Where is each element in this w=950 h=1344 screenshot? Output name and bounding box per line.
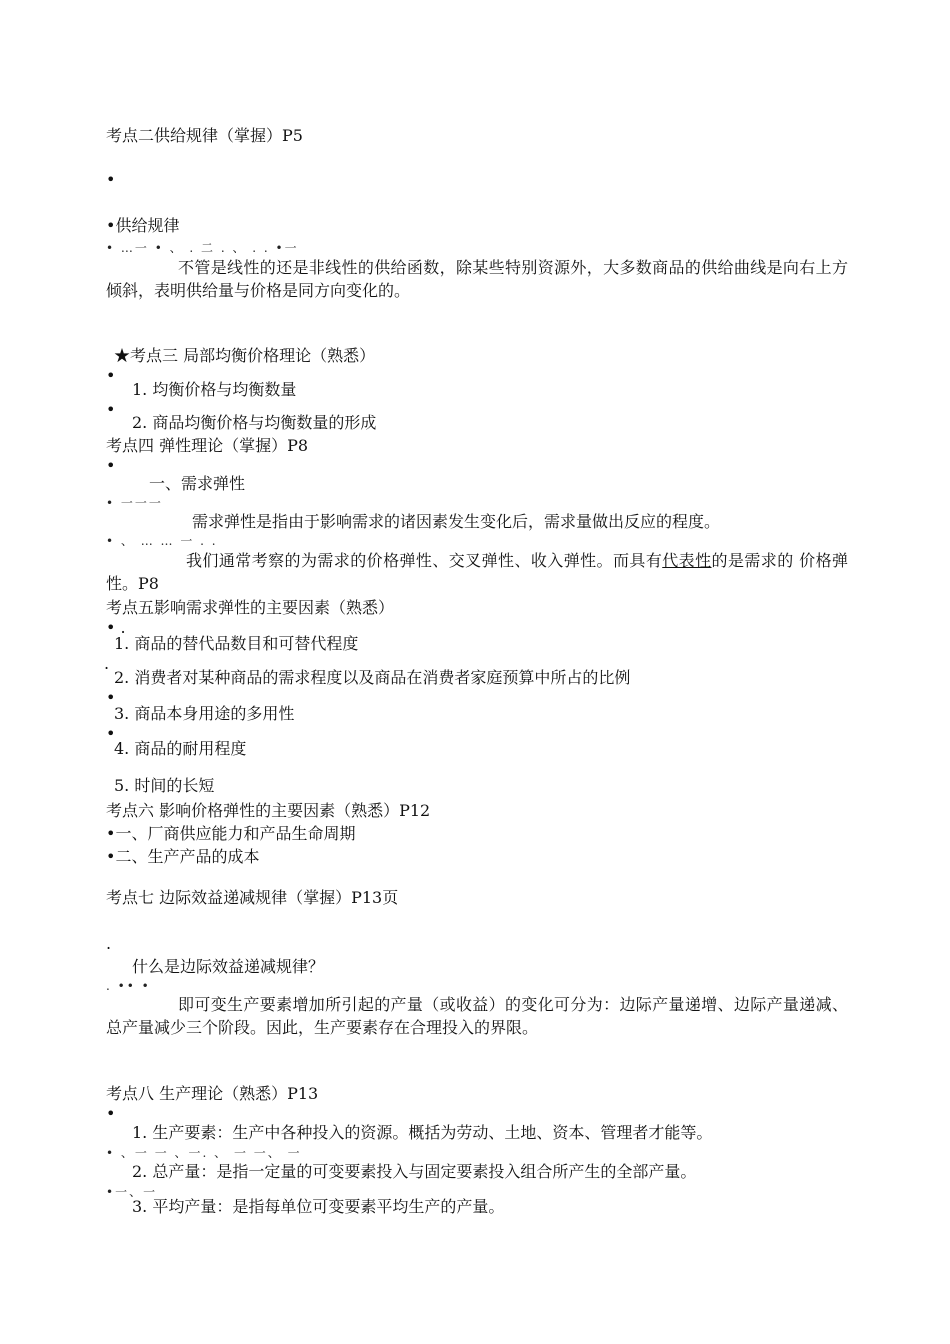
list-item: 3. 平均产量：是指每单位可变要素平均生产的产量。 [132, 1197, 505, 1216]
subheading-demand-elasticity: 一、需求弹性 [149, 474, 246, 493]
heading-kaodian-5: 考点五影响需求弹性的主要因素（熟悉） [106, 598, 395, 617]
bullet-mark: • [106, 1104, 116, 1123]
list-item: 1. 商品的替代品数目和可替代程度 [114, 634, 359, 653]
bullet-mark: . [106, 934, 112, 953]
list-item: 1. 均衡价格与均衡数量 [132, 380, 297, 399]
ocr-noise-line: • …一 • 、 . 二 . 、 . . •一 [106, 241, 299, 255]
bullet-mark: • [106, 170, 116, 189]
paragraph-marginal-returns: 即可变生产要素增加所引起的产量（或收益）的变化可分为：边际产量递增、边际产量递减、总产量减少三个阶段。因此，生产要素存在合理投入的界限。 [106, 995, 848, 1037]
bullet-mark: • [106, 724, 116, 743]
heading-kaodian-2: 考点二供给规律（掌握）P5 [106, 126, 303, 145]
list-item: 2. 总产量：是指一定量的可变要素投入与固定要素投入组合所产生的全部产量。 [132, 1162, 697, 1181]
heading-kaodian-6: 考点六 影响价格弹性的主要因素（熟悉）P12 [106, 801, 431, 820]
heading-kaodian-7: 考点七 边际效益递减规律（掌握）P13页 [106, 888, 399, 907]
bullet-mark: • [106, 456, 116, 475]
list-item: 1. 生产要素：生产中各种投入的资源。概括为劳动、土地、资本、管理者才能等。 [132, 1123, 713, 1142]
list-item: 5. 时间的长短 [114, 776, 215, 795]
ocr-noise-line: • 、 … … 一 . . [106, 534, 218, 548]
underlined-term: 代表性 [662, 551, 712, 570]
bullet-mark: • . [106, 618, 126, 637]
ocr-noise-line: • 、一 一 、一. 、 一 一、 一 [106, 1146, 302, 1160]
bullet-mark: . [104, 654, 110, 673]
list-item: 2. 消费者对某种商品的需求程度以及商品在消费者家庭预算中所占的比例 [114, 668, 631, 687]
bullet-mark: • [106, 688, 116, 707]
heading-kaodian-3: ★考点三 局部均衡价格理论（熟悉） [114, 346, 376, 365]
ocr-noise-line: • 一一一 [106, 496, 163, 510]
list-item: •二、生产产品的成本 [106, 847, 260, 866]
list-item: 2. 商品均衡价格与均衡数量的形成 [132, 413, 377, 432]
list-item: 3. 商品本身用途的多用性 [114, 704, 295, 723]
bullet-mark: • [106, 400, 116, 419]
list-item: •一、厂商供应能力和产品生命周期 [106, 824, 356, 843]
ocr-noise-line: . •• • [106, 979, 151, 993]
heading-kaodian-8: 考点八 生产理论（熟悉）P13 [106, 1084, 319, 1103]
heading-kaodian-4: 考点四 弹性理论（掌握）P8 [106, 436, 309, 455]
list-item: 4. 商品的耐用程度 [114, 739, 247, 758]
paragraph-demand-elasticity-definition: 需求弹性是指由于影响需求的诸因素发生变化后，需求量做出反应的程度。 [192, 512, 721, 531]
question-marginal-returns: 什么是边际效益递减规律？ [132, 957, 325, 976]
bullet-mark: • [106, 366, 116, 385]
paragraph-supply-law: 不管是线性的还是非线性的供给函数，除某些特别资源外，大多数商品的供给曲线是向右上方倾斜，表明供给量与价格是同方向变化的。 [106, 258, 848, 300]
paragraph-price-elasticity: 我们通常考察的为需求的价格弹性、交叉弹性、收入弹性。而具有代表性的是需求的 价格弹性。P8 [106, 551, 848, 593]
subheading-supply-law: •供给规律 [106, 216, 180, 235]
ocr-noise-line: •一、一 [106, 1185, 158, 1199]
